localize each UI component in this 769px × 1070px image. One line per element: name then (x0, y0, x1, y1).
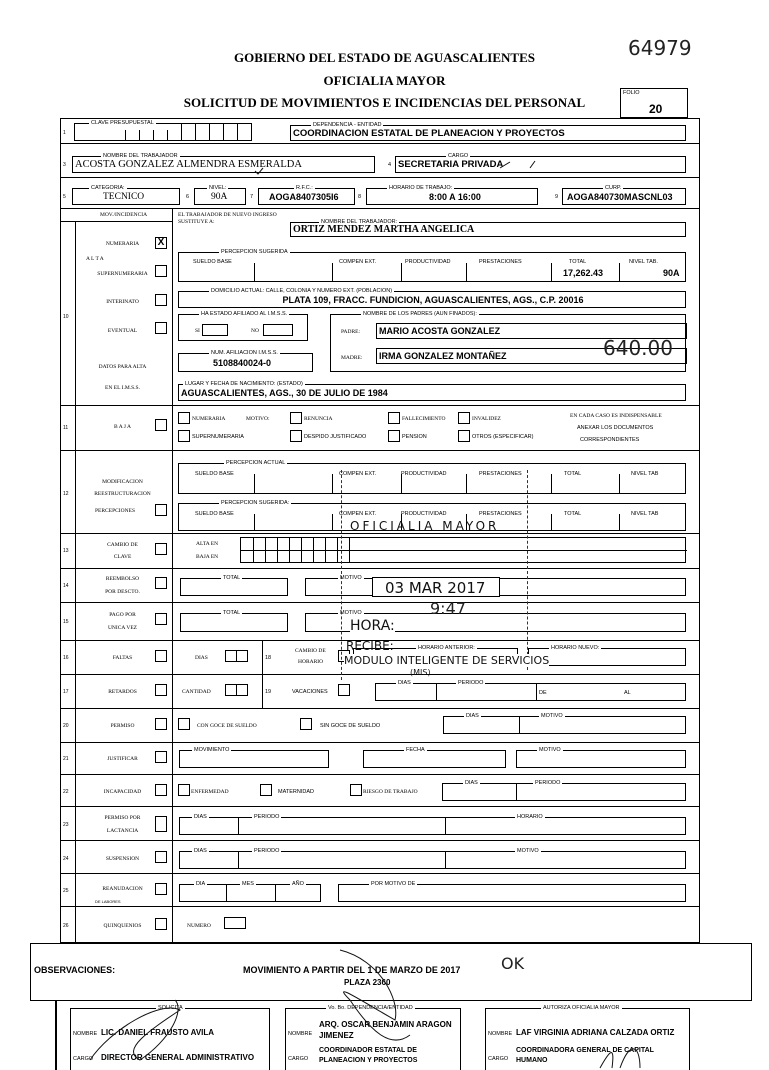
enfermedad-label: ENFERMEDAD (191, 789, 229, 795)
field-label: PERIODO (458, 680, 484, 686)
stamp-recibe: RECIBE: (346, 639, 394, 653)
col-nivel: NIVEL TAB (631, 511, 659, 517)
handwritten-time: 9:47 (430, 599, 466, 618)
field-label: PERIODO (254, 848, 280, 854)
cantidad-label: CANTIDAD (182, 689, 211, 695)
row-number: 3 (63, 162, 66, 168)
row-number: 1 (63, 130, 66, 136)
baja-note: EN CADA CASO ES INDISPENSABLE (570, 413, 662, 419)
label-faltas: FALTAS (112, 655, 133, 661)
total-value: 17,262.43 (563, 268, 604, 278)
despido-label: DESPIDO JUSTIFICADO (304, 434, 367, 440)
riesgo-label: RIESGO DE TRABAJO (363, 789, 418, 795)
cambio-horario-label: HORARIO (298, 659, 324, 665)
row-number: 24 (63, 856, 69, 862)
field-label: TOTAL (223, 610, 241, 616)
nivel-value: 90A (211, 192, 228, 202)
field-label: CATEGORIA: (91, 185, 125, 191)
field-label: LUGAR Y FECHA DE NACIMIENTO: (ESTADO) (185, 381, 303, 387)
motivo-label: MOTIVO: (246, 416, 270, 422)
field-label: TOTAL (223, 575, 241, 581)
firma-cargo: DIRECTOR GENERAL ADMINISTRATIVO (101, 1053, 255, 1062)
handwritten-amount: 640.00 (603, 336, 673, 360)
row-number: 12 (63, 491, 69, 497)
sustituye-label: EL TRABAJADOR DE NUEVO INGRESO SUSTITUYE A: (178, 212, 277, 225)
field-label: CLAVE PRESUPUESTAL (91, 120, 154, 126)
col-compen: COMPEN EXT. (339, 511, 377, 517)
row-number: 4 (388, 162, 392, 168)
handwritten-number: 64979 (628, 36, 692, 60)
check-marks (255, 161, 535, 174)
field-label: HA ESTADO AFILIADO AL I.M.S.S. (201, 311, 288, 317)
numero-label: NUMERO (187, 923, 211, 929)
label-supernumeraria: SUPERNUMERARIA (97, 271, 148, 277)
row-number: 22 (63, 789, 69, 795)
observaciones-text: MOVIMIENTO A PARTIR DEL 1 DE MARZO DE 2017 (243, 965, 461, 975)
field-label: HORARIO ANTERIOR: (418, 645, 475, 651)
label-interinato: INTERINATO (106, 299, 139, 305)
field-label: HORARIO (517, 814, 543, 820)
row-number: 17 (63, 689, 69, 695)
field-label: PERCEPCION SUGERIDA: (221, 500, 290, 506)
field-label: FECHA (406, 747, 425, 753)
madre-value: IRMA GONZALEZ MONTAÑEZ (379, 351, 507, 361)
de-label: DE (539, 690, 547, 696)
renuncia-label: RENUNCIA (304, 416, 333, 422)
field-label: PERIODO (254, 814, 280, 820)
field-label: NOMBRE DE LOS PADRES (AUN FINADOS): (363, 311, 477, 317)
col-total: TOTAL (569, 259, 587, 265)
field-label: NOMBRE DEL TRABAJADOR (103, 153, 178, 159)
row-number: 6 (186, 194, 190, 200)
signature-vobo (340, 950, 410, 1040)
field-label: DEPENDENCIA - ENTIDAD (313, 122, 382, 128)
cargo-label: CARGO (73, 1056, 94, 1062)
nombre-label: NOMBRE (488, 1031, 513, 1037)
field-label: HORARIO NUEVO: (551, 645, 600, 651)
field-label: MOTIVO (539, 747, 561, 753)
field-label: DIAS (466, 713, 479, 719)
label-reembolso: REEMBOLSO (105, 576, 140, 582)
field-label: NOMBRE DEL TRABAJADOR: (321, 219, 398, 225)
title-office: OFICIALIA MAYOR (323, 73, 446, 88)
field-label: DIAS (194, 814, 207, 820)
sustituye-nombre-value: ORTIZ MENDEZ MARTHA ANGELICA (293, 224, 475, 235)
nombre-label: NOMBRE (73, 1031, 98, 1037)
baja-numeraria-label: NUMERARIA (192, 416, 226, 422)
label-cambio-clave: CLAVE (113, 554, 132, 560)
label-alta: A L T A (86, 256, 104, 262)
label-cambio-clave: CAMBIO DE (107, 542, 138, 548)
folio-value: 20 (649, 102, 663, 116)
numeraria-checkbox[interactable]: X (155, 237, 167, 249)
row-number: 19 (265, 689, 272, 695)
label-en-imss: EN EL I.M.S.S. (105, 385, 140, 391)
padre-value: MARIO ACOSTA GONZALEZ (379, 326, 501, 336)
baja-supernumeraria-label: SUPERNUMERARIA (192, 434, 244, 440)
field-label: POR MOTIVO DE (371, 881, 416, 887)
firma-title: Vo. Bo. DEPENDENCIA/ENTIDAD (328, 1005, 413, 1011)
label-modificacion: MODIFICACION (102, 479, 143, 485)
col-productividad: PRODUCTIVIDAD (401, 511, 447, 517)
si-label: SI (195, 328, 200, 334)
firma-cargo: COORDINADOR ESTATAL DE PLANEACION Y PROYECTOS (319, 1047, 418, 1064)
label-reanudacion: DE LABORES (95, 899, 121, 904)
domicilio-value: PLATA 109, FRACC. FUNDICION, AGUASCALIENTES, AGS., C.P. 20016 (282, 295, 584, 305)
label-reestructuracion: REESTRUCTURACION (94, 491, 151, 497)
field-label: CURP. (605, 185, 622, 191)
label-numeraria: NUMERARIA (105, 241, 140, 247)
nombre-label: NOMBRE (288, 1031, 313, 1037)
cargo-value: SECRETARIA PRIVADA (398, 159, 504, 170)
dependencia-value: COORDINACION ESTATAL DE PLANEACION Y PROYECTOS (293, 128, 565, 139)
row-number: 10 (63, 314, 69, 320)
alta-en-label: ALTA EN (196, 541, 219, 547)
row-number: 11 (63, 425, 69, 431)
label-eventual: EVENTUAL (107, 328, 138, 334)
firma-cargo: COORDINADORA GENERAL DE CAPITAL HUMANO (516, 1047, 654, 1064)
col-prestaciones: PRESTACIONES (479, 511, 522, 517)
col-nivel: NIVEL TAB (631, 471, 659, 477)
folio-label: FOLIO (623, 90, 640, 96)
maternidad-label: MATERNIDAD (278, 789, 314, 795)
field-label: R.F.C.: (296, 185, 313, 191)
label-baja: B A J A (114, 424, 131, 430)
label-datos-alta: DATOS PARA ALTA (98, 364, 147, 370)
col-prestaciones: PRESTACIONES (479, 471, 522, 477)
field-label: PERCEPCION ACTUAL (226, 460, 286, 466)
stamp-date: 03 MAR 2017 (385, 579, 486, 597)
label-pago-unica-vez: UNICA VEZ (107, 625, 138, 631)
handwritten-ok: OK (501, 954, 525, 973)
field-label: MOTIVO (517, 848, 539, 854)
col-productividad: PRODUCTIVIDAD (405, 259, 451, 265)
afiliacion-value: 5108840024-0 (213, 358, 272, 368)
col-sueldo: SUELDO BASE (195, 471, 234, 477)
invalidez-label: INVALIDEZ (472, 416, 501, 422)
dias-label: DIAS (195, 655, 208, 661)
col-nivel: NIVEL TAB. (629, 259, 658, 265)
signature-solicita (90, 1000, 180, 1060)
stamp-modulo: MODULO INTELIGENTE DE SERVICIOS (344, 654, 550, 667)
label-incapacidad: INCAPACIDAD (103, 789, 142, 795)
field-label: DIAS (398, 680, 411, 686)
label-lactancia: LACTANCIA (106, 828, 139, 834)
firma-title: AUTORIZA OFICIALIA MAYOR (543, 1005, 620, 1011)
lugar-value: AGUASCALIENTES, AGS., 30 DE JULIO DE 1984 (181, 388, 388, 398)
label-permiso: PERMISO (110, 723, 135, 729)
field-label: DOMICILIO ACTUAL: CALLE, COLONIA Y NUMERO EXT. (POBLACION) (211, 288, 393, 294)
vacaciones-label: VACACIONES (292, 689, 328, 695)
cambio-horario-label: CAMBIO DE (295, 648, 326, 654)
row-number: 25 (63, 888, 69, 894)
nivel-tab-value: 90A (663, 268, 680, 278)
cargo-label: CARGO (488, 1056, 509, 1062)
baja-en-label: BAJA EN (196, 554, 219, 560)
field-label: AÑO (292, 881, 304, 887)
row-number: 14 (63, 583, 69, 589)
title-form: SOLICITUD DE MOVIMIENTOS E INCIDENCIAS DEL PERSONAL (183, 95, 586, 110)
stamp-mis: (MIS) (410, 668, 431, 677)
label-quinquenios: QUINQUENIOS (103, 923, 142, 929)
field-label: MOTIVO (340, 575, 362, 581)
row-number: 18 (265, 655, 272, 661)
label-retardos: RETARDOS (108, 689, 137, 695)
field-label: PERCEPCION SUGERIDA (221, 249, 288, 255)
col-compen: COMPEN EXT. (339, 259, 377, 265)
field-label: NIVEL: (209, 185, 227, 191)
label-pago-unica-vez: PAGO POR (109, 612, 136, 618)
cargo-label: CARGO (288, 1056, 309, 1062)
horario-value: 8:00 A 16:00 (429, 192, 481, 202)
row-number: 16 (63, 655, 69, 661)
field-label: DIAS (465, 780, 478, 786)
col-sueldo: SUELDO BASE (193, 259, 232, 265)
row-number: 7 (250, 194, 254, 200)
baja-note: ANEXAR LOS DOCUMENTOS (577, 425, 654, 431)
observaciones-plaza: PLAZA 2360 (344, 978, 391, 987)
row-number: 13 (63, 548, 69, 554)
madre-label: MADRE: (341, 355, 363, 361)
nombre-value: ACOSTA GONZALEZ ALMENDRA ESMERALDA (75, 159, 302, 170)
categoria-value: TECNICO (103, 192, 145, 202)
rfc-value: AOGA8407305I6 (269, 192, 339, 202)
label-reembolso: POR DESCTO. (105, 589, 140, 595)
con-goce-label: CON GOCE DE SUELDO (197, 723, 257, 729)
field-label: NUM. AFILIACION I.M.S.S. (211, 350, 278, 356)
al-label: AL (624, 690, 631, 696)
field-label: MES (242, 881, 254, 887)
field-label: MOTIVO (340, 610, 362, 616)
otros-label: OTROS (ESPECIFICAR) (472, 434, 534, 440)
fallecimiento-label: FALLECIMIENTO (402, 416, 446, 422)
row-number: 23 (63, 822, 69, 828)
col-compen: COMPEN EXT. (339, 471, 377, 477)
firma-nombre: LAF VIRGINIA ADRIANA CALZADA ORTIZ (516, 1028, 675, 1037)
field-label: DIA (196, 881, 206, 887)
firma-nombre: LIC. DANIEL FRAUSTO AVILA (101, 1028, 215, 1037)
pension-label: PENSION (402, 434, 427, 440)
row-number: 9 (555, 194, 559, 200)
label-lactancia: PERMISO POR (104, 815, 141, 821)
label-reanudacion: REANUDACION (102, 886, 143, 892)
field-label: HORARIO DE TRABAJO: (389, 185, 453, 191)
col-total: TOTAL (564, 471, 582, 477)
row-number: 20 (63, 723, 69, 729)
stamp-oficialia: OFICIALIA MAYOR (350, 519, 500, 533)
curp-value: AOGA840730MASCNL03 (567, 192, 673, 202)
signature-autoriza (600, 1049, 640, 1068)
sin-goce-label: SIN GOCE DE SUELDO (320, 723, 381, 729)
observaciones-label: OBSERVACIONES: (34, 965, 116, 975)
firma-title: SOLICITA (158, 1005, 183, 1011)
label-suspension: SUSPENSION (105, 856, 140, 862)
field-label: MOTIVO (541, 713, 563, 719)
field-label: PERIODO (535, 780, 561, 786)
row-number: 5 (63, 194, 66, 200)
row-number: 21 (63, 756, 69, 762)
field-label: DIAS (194, 848, 207, 854)
row-number: 26 (63, 923, 69, 929)
baja-note: CORRESPONDIENTES (580, 437, 640, 443)
col-prestaciones: PRESTACIONES (479, 259, 522, 265)
title-government: GOBIERNO DEL ESTADO DE AGUASCALIENTES (233, 50, 535, 65)
col-sueldo: SUELDO BASE (195, 511, 234, 517)
label-justificar: JUSTIFICAR (107, 756, 138, 762)
stamp-hora-label: HORA: (350, 618, 395, 634)
label-percepciones: PERCEPCIONES (94, 508, 136, 514)
col-total: TOTAL (564, 511, 582, 517)
no-label: NO (251, 328, 259, 334)
row-number: 15 (63, 619, 69, 625)
field-label: CARGO (448, 153, 469, 159)
col-productividad: PRODUCTIVIDAD (401, 471, 447, 477)
padre-label: PADRE: (341, 329, 361, 335)
row-number: 8 (358, 194, 362, 200)
mov-incidencia-header: MOV./INCIDENCIA (99, 212, 148, 218)
field-label: MOVIMIENTO (194, 747, 230, 753)
firma-nombre: ARQ. OSCAR BENJAMIN ARAGON JIMENEZ (319, 1020, 452, 1040)
